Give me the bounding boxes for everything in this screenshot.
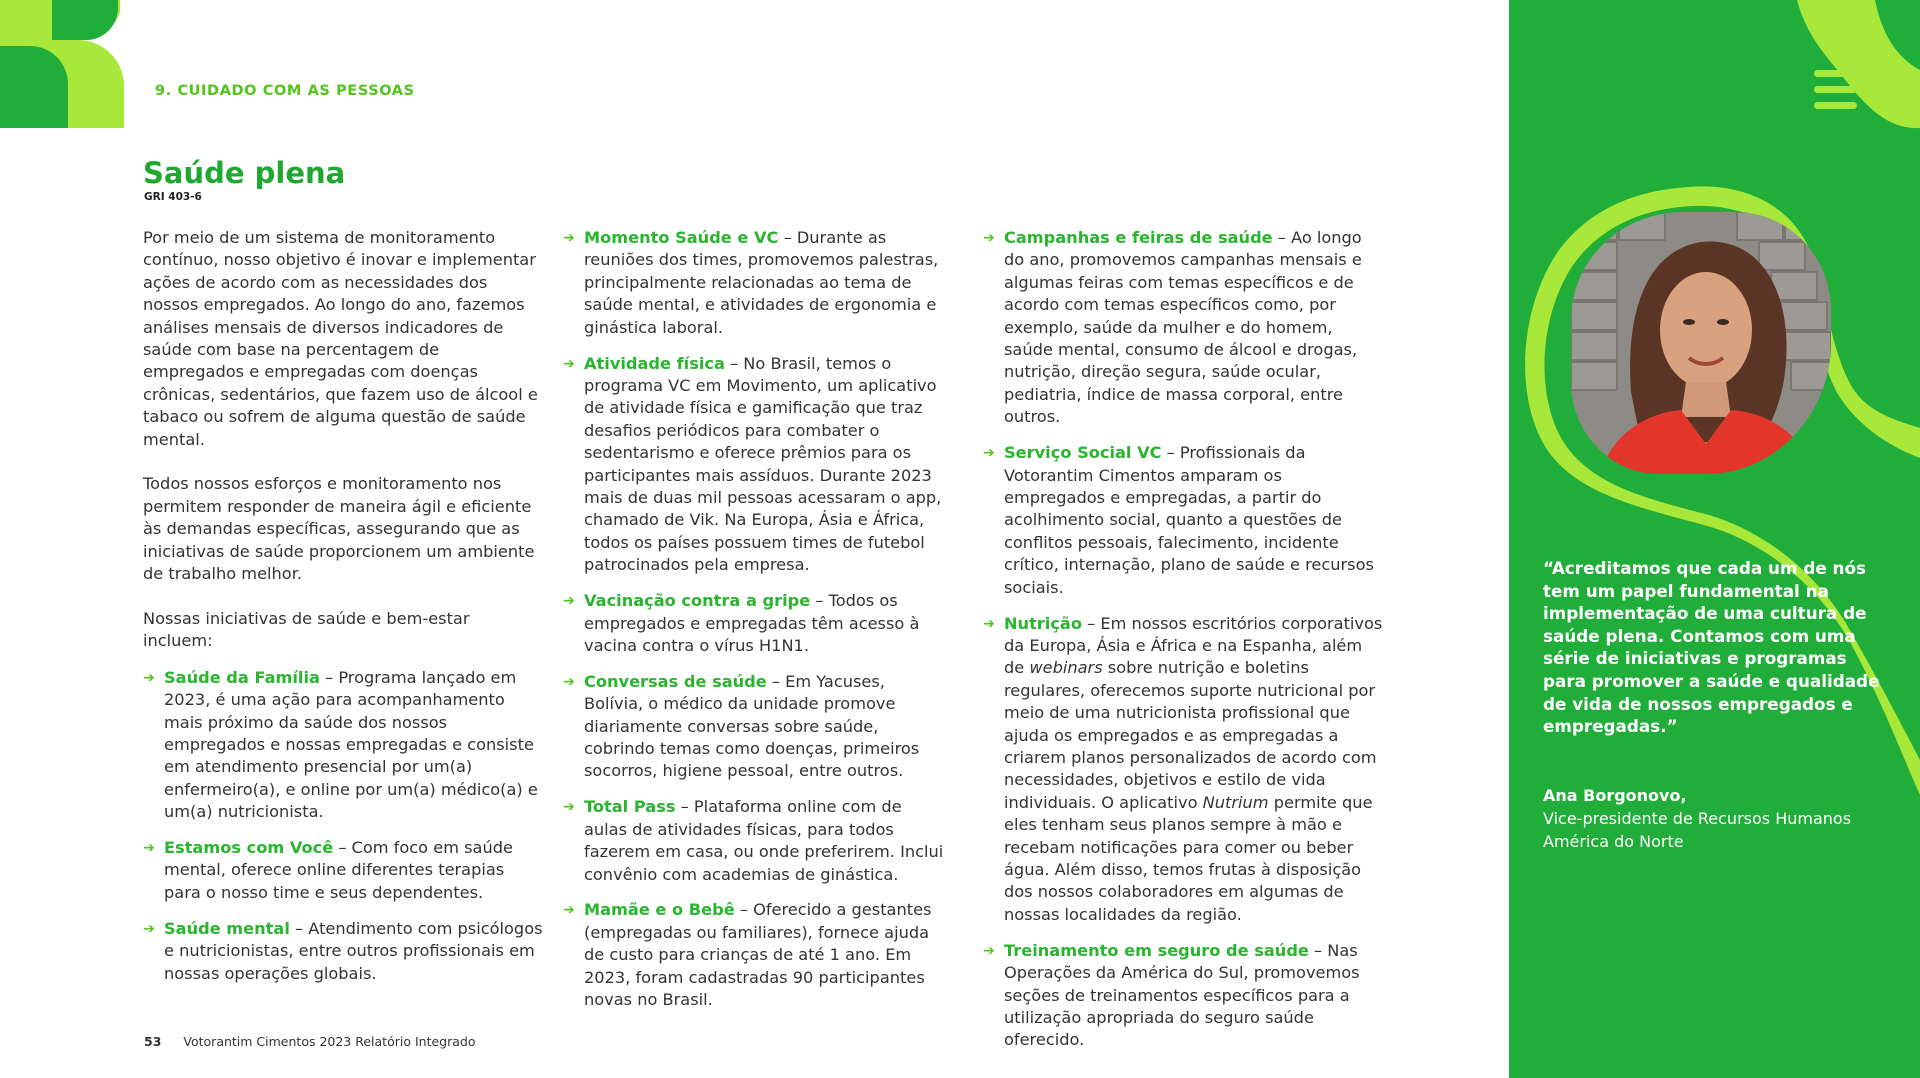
list-item	[143, 837, 543, 904]
intro-paragraph: Por meio de um sistema de monitoramento contínuo, nosso objetivo é inovar e implementar ações de acordo com as necessidades dos nossos empregados. Ao longo do ano, fazemos análises mensais de diversos indicadores de saúde com base na percentagem de empregados e empregadas com doenças crônicas, sedentários, que fazem uso de álcool e tabaco ou sofrem de alguma questão de saúde mental.	[143, 228, 538, 449]
item-text: – Profissionais da Votorantim Cimentos amparam os empregados e empregadas, a partir do acolhimento social, quanto a questões de conflitos pessoais, falecimento, incidente crítico, internação, plano de saúde e recursos sociais.	[1004, 443, 1374, 597]
arrow-right-icon: ➔	[983, 615, 995, 632]
item-title: Nutrição	[1004, 613, 1082, 633]
decorative-shapes	[0, 0, 130, 130]
list-item	[983, 613, 1383, 927]
item-text: – Em Yacuses, Bolívia, o médico da unidade promove diariamente conversas sobre saúde, cobrindo temas como doenças, primeiros socorros, higiene pessoal, entre outros.	[584, 671, 920, 781]
item-text: permite que eles tenham seus planos sempre à mão e recebam notificações para comer ou beber água. Além disso, temos frutas à disposição dos nossos colaboradores em algumas de nossas localidades da região.	[1004, 792, 1373, 924]
item-title: Estamos com Você	[164, 838, 334, 858]
list-item	[563, 899, 948, 1011]
list-item	[143, 667, 543, 824]
list-item	[563, 671, 948, 783]
intro-paragraph: Nossas iniciativas de saúde e bem-estar incluem:	[143, 608, 470, 651]
item-title: Atividade física	[584, 353, 725, 373]
page-title: Saúde plena	[143, 156, 346, 190]
text-column-1	[143, 227, 543, 998]
intro-paragraph: Todos nossos esforços e monitoramento nos permitem responder de maneira ágil e eficiente às demandas específicas, assegurando que as iniciativas de saúde proporcionem um ambiente de trabalho melhor.	[143, 474, 535, 584]
arrow-right-icon: ➔	[563, 593, 575, 610]
report-title: Votorantim Cimentos 2023 Relatório Integrado	[183, 1034, 476, 1049]
arrow-right-icon: ➔	[563, 355, 575, 372]
quote-author-role: Vice-presidente de Recursos Humanos América do Norte	[1543, 809, 1852, 851]
page-footer	[144, 1034, 475, 1049]
item-title: Serviço Social VC	[1004, 443, 1162, 463]
list-item	[563, 227, 948, 339]
item-text: – Atendimento com psicólogos e nutricionistas, entre outros profissionais em nossas operações globais.	[164, 918, 543, 983]
arrow-right-icon: ➔	[983, 230, 995, 246]
arrow-right-icon: ➔	[983, 445, 995, 462]
item-title: Momento Saúde e VC	[584, 228, 779, 247]
list-item	[563, 796, 948, 886]
item-text: – No Brasil, temos o programa VC em Movimento, um aplicativo de atividade física e gamificação que traz desafios periódicos para combater o sedentarismo e oferece prêmios para os participantes mais assíduos. Durante 2023 mais de duas mil pessoas acessaram o app, chamado de Vik. Na Europa, Ásia e África, todos os países possuem times de futebol patrocinados pela empresa.	[584, 353, 942, 575]
item-title: Vacinação contra a gripe	[584, 591, 811, 611]
item-emphasis: Nutrium	[1202, 792, 1269, 812]
item-title: Total Pass	[584, 797, 676, 817]
item-title: Conversas de saúde	[584, 671, 767, 691]
portrait-photo	[1571, 212, 1831, 474]
arrow-right-icon: ➔	[143, 669, 155, 686]
quote-panel	[1509, 0, 1920, 1078]
arrow-right-icon: ➔	[563, 673, 575, 690]
item-text: – Todos os empregados e empregadas têm acesso à vacina contra o vírus H1N1.	[584, 591, 920, 655]
item-title: Treinamento em seguro de saúde	[1004, 940, 1309, 960]
section-label: 9. CUIDADO COM AS PESSOAS	[155, 83, 415, 99]
list-item	[983, 442, 1383, 599]
item-title: Mamãe e o Bebê	[584, 900, 735, 920]
page-number: 53	[144, 1034, 162, 1049]
panel-decoration	[1509, 0, 1920, 1078]
arrow-right-icon: ➔	[563, 902, 575, 919]
list-item	[983, 227, 1383, 429]
quote-text: “Acreditamos que cada um de nós tem um papel fundamental na implementação de uma cultura de saúde plena. Contamos com uma série de iniciativas e programas para promover a saúde e qualidade de vida de nossos empregados e empregadas.”	[1543, 558, 1880, 737]
item-text: sobre nutrição e boletins regulares, oferecemos suporte nutricional por meio de uma nutricionista profissional que ajuda os empregados e as empregadas a criarem planos personalizados de acordo com necessidades, objetivos e estilo de vida individuais. O aplicativo	[1004, 658, 1377, 812]
item-emphasis: webinars	[1029, 658, 1103, 678]
initiatives-list	[563, 227, 948, 1012]
arrow-right-icon: ➔	[143, 840, 155, 857]
arrow-right-icon: ➔	[563, 799, 575, 816]
item-text: – Programa lançado em 2023, é uma ação para acompanhamento mais próximo da saúde dos nossos empregados e nossas empregadas e consiste em atendimento presencial por um(a) enfermeiro(a), e online por um(a) médico(a) e um(a) nutricionista.	[164, 667, 538, 822]
arrow-right-icon: ➔	[563, 230, 575, 246]
item-text: – Nas Operações da América do Sul, promovemos seções de treinamentos específicos para a utilização apropriada do seguro saúde oferecido.	[1004, 940, 1360, 1050]
item-text: – Com foco em saúde mental, oferece online diferentes terapias para o nosso time e seus dependentes.	[164, 838, 513, 902]
list-item	[143, 918, 543, 985]
text-column-3	[983, 227, 1383, 1065]
item-text: – Oferecido a gestantes (empregadas ou familiares), fornece ajuda de custo para crianças de até 1 ano. Em 2023, foram cadastradas 90 participantes novas no Brasil.	[584, 900, 932, 1010]
item-text: – Plataforma online com de aulas de atividades físicas, para todos fazerem em casa, ou onde preferirem. Inclui convênio com academias de ginástica.	[584, 797, 944, 884]
item-text: – Ao longo do ano, promovemos campanhas mensais e algumas feiras com temas específicos e de acordo com temas específicos como, por exemplo, saúde da mulher e do homem, saúde mental, consumo de álcool e drogas, nutrição, direção segura, saúde ocular, pediatria, índice de massa corporal, entre outros.	[1004, 228, 1362, 427]
initiatives-list	[983, 227, 1383, 1052]
list-item	[563, 590, 948, 657]
item-text: – Em nossos escritórios corporativos da Europa, Ásia e África e na Espanha, além de	[1004, 613, 1383, 678]
text-column-2	[563, 227, 948, 1025]
gri-reference: GRI 403-6	[144, 191, 202, 203]
item-title: Saúde mental	[164, 918, 290, 938]
arrow-right-icon: ➔	[143, 920, 155, 937]
item-title: Saúde da Família	[164, 667, 320, 687]
initiatives-list	[143, 667, 543, 985]
item-text: – Durante as reuniões dos times, promovemos palestras, principalmente relacionadas ao tema de saúde mental, e atividades de ergonomia e ginástica laboral.	[584, 228, 939, 337]
list-item	[983, 940, 1383, 1052]
item-title: Campanhas e feiras de saúde	[1004, 228, 1273, 247]
quote-author: Ana Borgonovo,	[1543, 786, 1687, 805]
arrow-right-icon: ➔	[983, 942, 995, 959]
menu-icon[interactable]	[1814, 70, 1858, 110]
list-item	[563, 353, 948, 577]
